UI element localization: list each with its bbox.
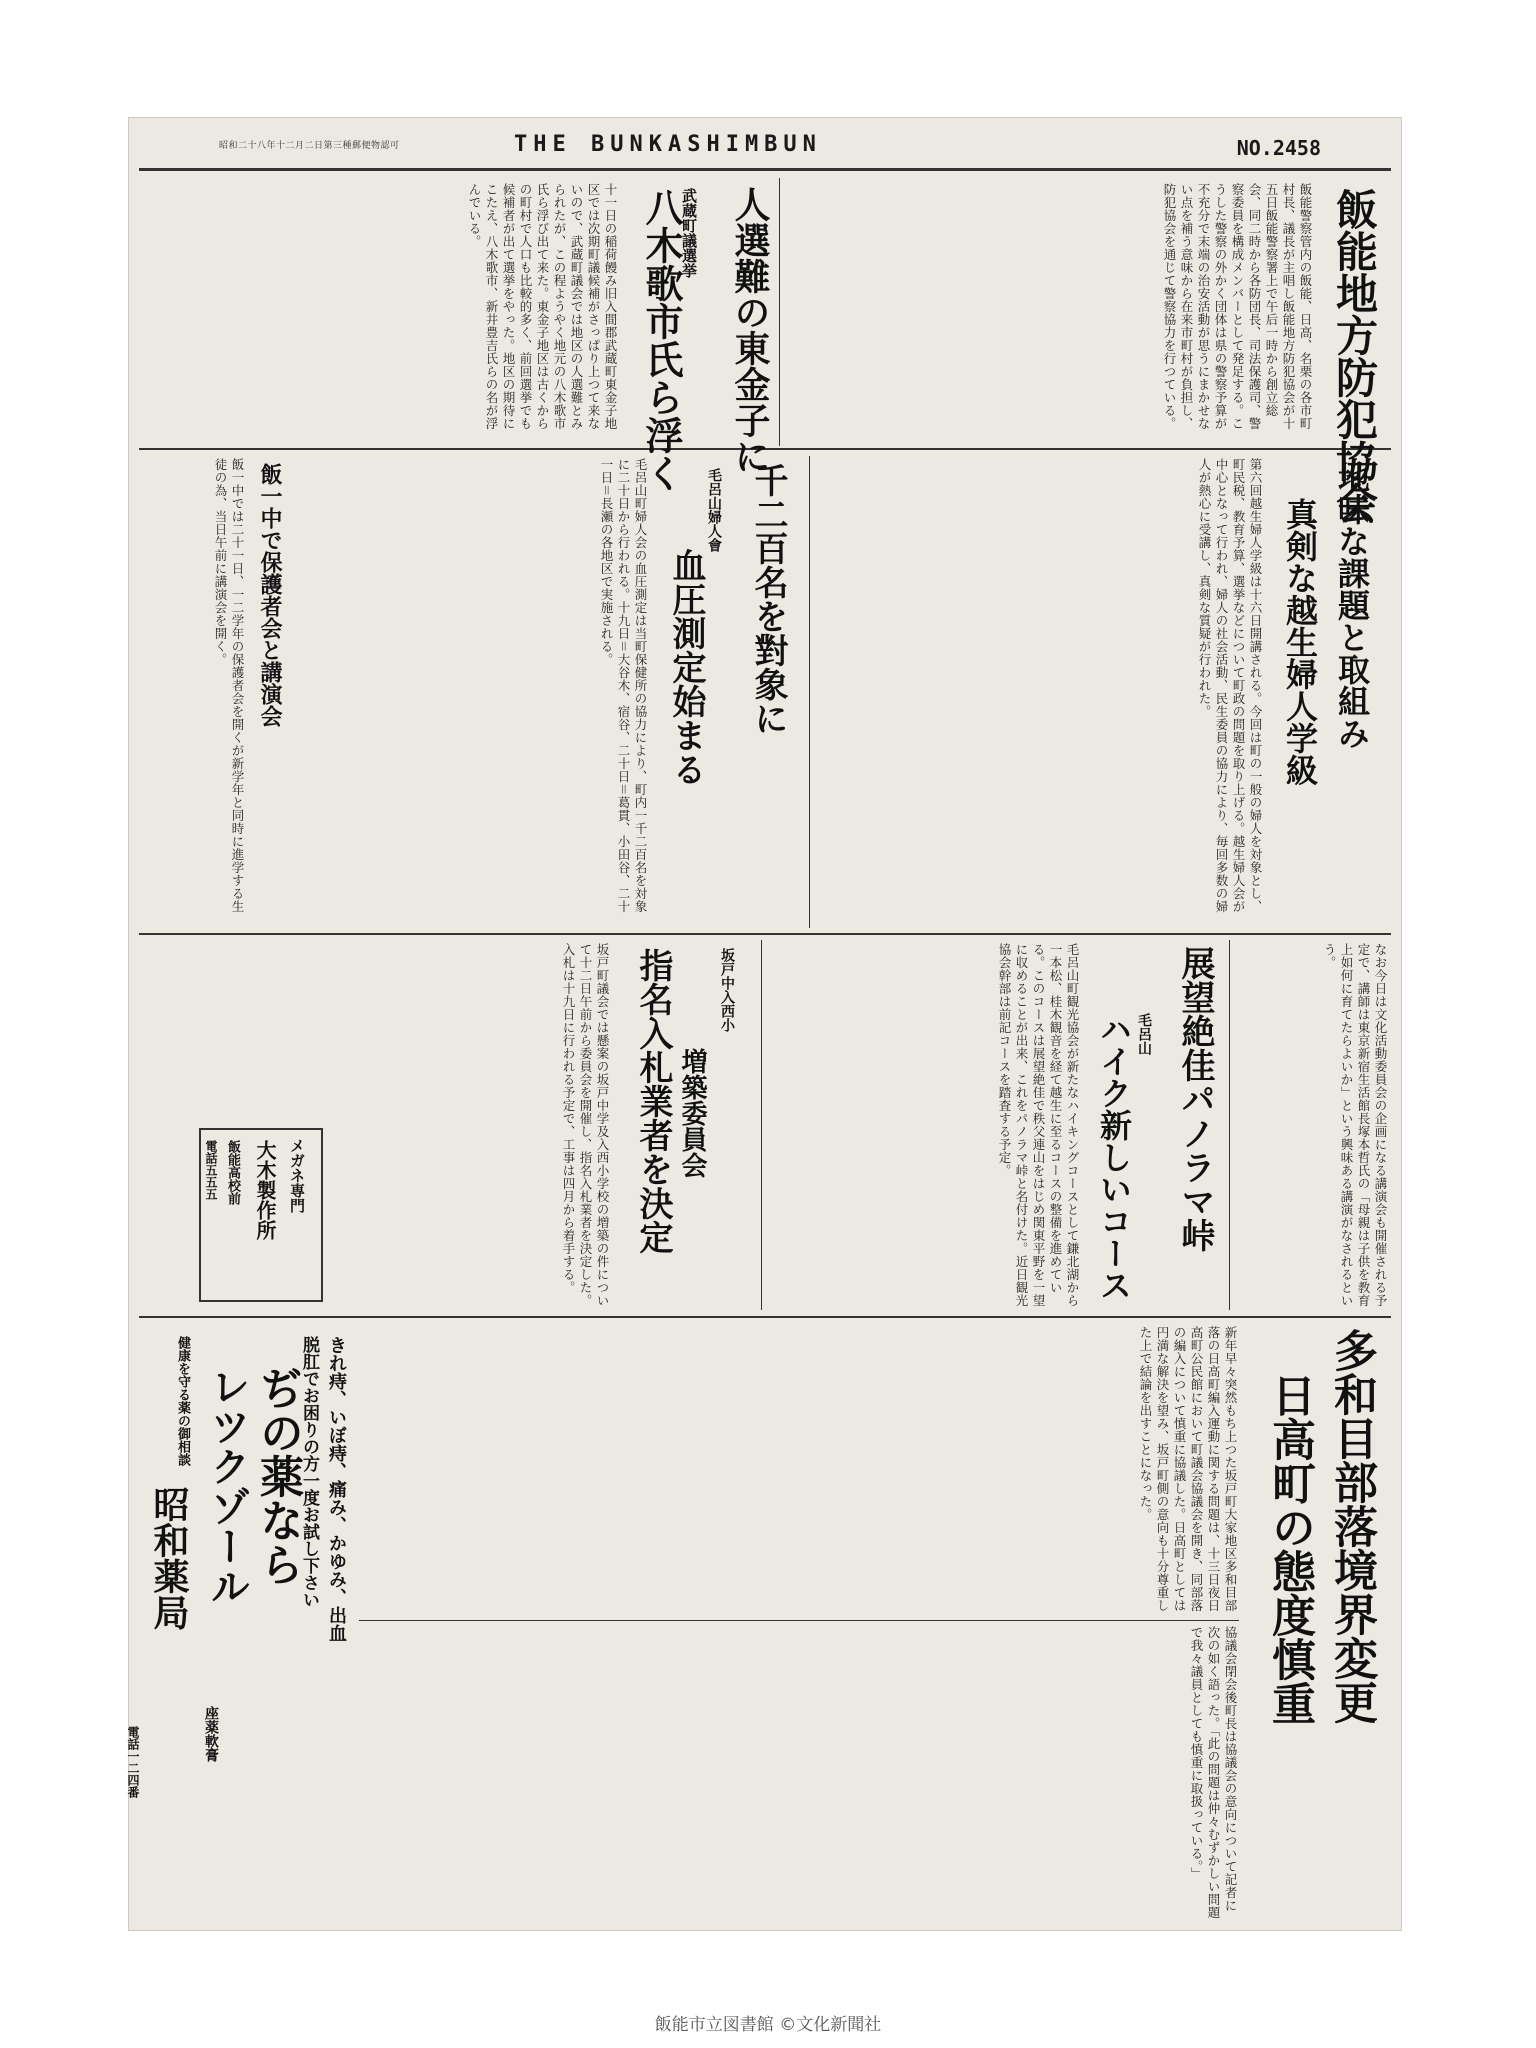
third-divider-right [1229, 940, 1230, 1310]
megane-ad-tag: メガネ専門 [288, 1138, 306, 1213]
tawa-subhead: 日高町の態度慎重 [1264, 1373, 1315, 1725]
hanno-headline: 飯能地方防犯協会 [1330, 188, 1379, 524]
blood-headline: 千二百名を對象に [748, 463, 788, 735]
tawa-body: 新年早々突然もち上つた坂戸町大家地区多和目部落の日高町編入運動に関する問題は、十三日夜日高町公民館において町議会協議会を開き、同部落の編入について慎重に協議した。日高町としては円満な解決を望み、坂戸町側の意向も十分尊重した上で結論を出すことになった。 [1138, 1326, 1238, 1612]
sakado-kicker: 坂戸中入西小 [719, 948, 735, 1032]
section-rule-2 [139, 933, 1391, 935]
drug-ad-line2: 脱肛でお困りの方一度お試し下さい [299, 1336, 319, 1608]
sakado-headline: 指名入札業者を決定 [633, 948, 673, 1254]
library-credit: 飯能市立図書館 ©文化新聞社 [654, 2015, 882, 2035]
drug-ad [126, 1326, 351, 1921]
drug-ad-catch: ぢの薬なら [252, 1366, 303, 1586]
drug-ad-motto: 健康を守る薬の御相談 [175, 1336, 190, 1466]
tawa-continued-body: 協議会閉会後町長は協議会の意向について記者に次の如く語った。「此の問題は仲々むずかしい問題で我々議員としても慎重に取扱っている。」 [1189, 1626, 1238, 1919]
sakado-body: 坂戸町議会では懸案の坂戸中学及入西小学校の増築の件について十二日午前から委員会を開催し、指名入札業者を決定した。入札は十九日に行われる予定で、工事は四月から着手する。 [561, 943, 610, 1307]
blood-kicker: 毛呂山婦人會 [706, 468, 722, 552]
kouen-headline: 飯一中で保護者会と講演会 [257, 463, 282, 727]
drug-ad-line1: きれ痔、いぼ痔、痛み、かゆみ、出血 [326, 1336, 347, 1642]
megane-ad-addr: 飯能高校前 [225, 1140, 240, 1205]
megane-ad-name: 大木製作所 [253, 1140, 277, 1240]
drug-ad-shop: 昭和薬局 [148, 1486, 189, 1630]
fujin-body: 第六回越生婦人学級は十六日開講される。今回は町の一般の婦人を対象とし、町民税、教育予算、選挙などについて町政の問題を取り上げる。越生婦人会が中心となって行われ、婦人の社会活動、民生委員の協力により、毎回多数の婦人が熱心に受講し、真剣な質疑が行われた。 [1197, 458, 1263, 913]
masthead [129, 118, 1401, 168]
tawa-headline: 多和目部落境界変更 [1326, 1328, 1377, 1724]
panorama-body: 毛呂山町観光協会が新たなハイキングコースとして鎌北湖から一本松、桂木観音を経て越生に至るコースの整備を進めている。このコースは展望絶佳で秩父連山をはじめ関東平野を一望に収めることが出来、これをパノラマ峠と名付けた。近日観光協会幹部は前記コースを踏査する予定。 [997, 943, 1080, 1307]
blood-body: 毛呂山町婦人会の血圧測定は当町保健所の協力により、町内一千二百名を対象に二十日から行われる。十九日＝大谷木、宿谷、二十日＝葛貫、小田谷、二十一日＝長瀬の各地区で実施される。 [599, 458, 648, 913]
yagi-body: 十一日の稲荷饅み旧入間郡武蔵町東金子地区では次期町議候補がさっぱり上つて来ないので、武蔵町議会では地区の人選難とみられたが、この程ようやく地元の八木歌市氏ら浮び出て来た。東金子地区は古くからの町村で人口も比較的多く、前回選挙でも候補者が出て選挙をやった。地区の期待にこたえ、八木歌市、新井豊吉氏らの名が浮んでいる。 [467, 183, 618, 430]
megane-ad-tel: 電話五五五 [204, 1140, 218, 1200]
yagi-headline: 人選難の東金子に [729, 186, 770, 474]
fujin-subhead: 真剣な越生婦人学級 [1281, 498, 1319, 786]
drug-ad-tel: 電話一二四番 [126, 1726, 140, 1798]
third-divider-mid [761, 940, 762, 1310]
hanno-body: 飯能警察管内の飯能、日高、名栗の各市町村長、議長が主唱し飯能地方防犯協会が十五日飯能警察署上で午后一時から創立総会、同二時から各防団長、司法保護司、警察委員を構成メンバーとして発足する。こうした警察の外かく団体は県の警察予算が不充分で末端の治安活動が思うにまかせない点を補う意味から在来市町村が負担し、防犯協会を通じて警察協力を行つている。 [1162, 183, 1313, 430]
fujin-headline: 地味な課題と取組み [1333, 461, 1371, 749]
megane-ad [199, 1128, 323, 1302]
panorama-headline: 展望絶佳パノラマ峠 [1175, 946, 1215, 1252]
section-rule-3 [139, 1316, 1391, 1318]
masthead-postal-strip: 昭和二十八年十二月二日第三種郵便物認可 [219, 141, 400, 151]
masthead-title: THE BUNKASHIMBUN [514, 132, 822, 157]
top-divider [779, 178, 780, 446]
yagi-subhead: 八木歌市氏ら浮く [639, 188, 683, 492]
second-divider [809, 456, 810, 928]
note-body: なお今日は文化活動委員会の企画になる講演会も開催される予定で、講師は東京新宿生活館長塚本哲氏の「母親は子供を教育上如何に育てたらよいか」という興味ある講演がなされるという。 [1322, 943, 1388, 1307]
masthead-rule [139, 168, 1391, 171]
drug-ad-type: 座薬軟膏 [203, 1706, 219, 1762]
panorama-subhead: ハイク新しいコース [1095, 1013, 1133, 1301]
panorama-kicker: 毛呂山 [1136, 1013, 1152, 1055]
issue-number: NO.2458 [1236, 136, 1321, 160]
bottom-inner-rule [359, 1620, 1239, 1621]
yagi-kicker: 武蔵町議選挙 [680, 188, 698, 278]
blood-subhead: 血圧測定始まる [666, 548, 706, 786]
newspaper-page [128, 117, 1402, 1931]
kouen-body: 飯一中では二十一日、一二学年の保護者会を開くが新学年と同時に進学する生徒の為、当日午前に講演会を開く。 [213, 458, 245, 913]
drug-ad-product: レツクゾール [204, 1366, 250, 1606]
sakado-subhead: 増築委員会 [677, 1048, 707, 1178]
